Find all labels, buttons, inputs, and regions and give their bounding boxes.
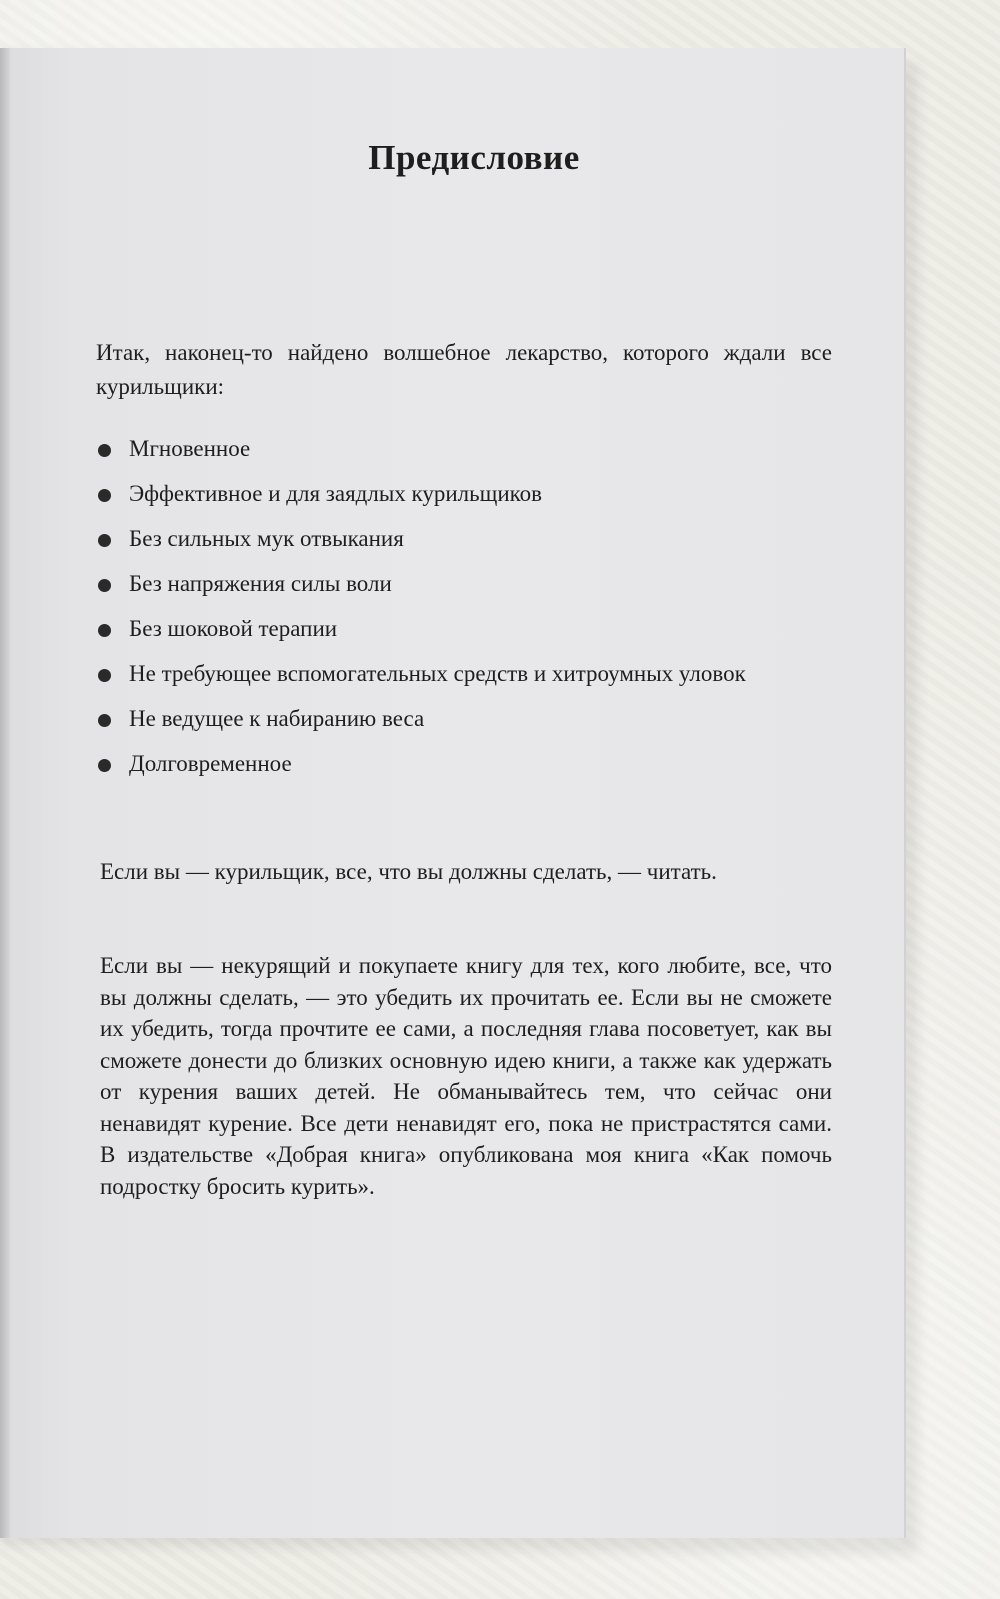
list-item-text: Мгновенное (129, 436, 251, 461)
list-item (96, 477, 832, 511)
bullet-icon (98, 669, 111, 682)
list-item-text: Без напряжения силы воли (129, 571, 392, 596)
bullet-icon (98, 624, 111, 637)
smoker-paragraph: Если вы — курильщик, все, что вы должны сделать, — читать. (100, 859, 717, 884)
bullet-icon (98, 444, 111, 457)
benefits-list (96, 432, 832, 792)
bullet-icon (98, 534, 111, 547)
bullet-icon (98, 579, 111, 592)
bullet-icon (98, 489, 111, 502)
list-item (96, 567, 832, 601)
list-item (96, 522, 832, 556)
page-title: Предисловие (368, 138, 580, 177)
list-item (96, 612, 832, 646)
list-item (96, 747, 832, 781)
non-smoker-paragraph: Если вы — некурящий и покупаете книгу для тех, кого любите, все, что вы должны сделать, — это убедить их прочитать ее. Если вы не сможете их убедить, тогда прочтите ее сами, а последняя глава посоветует, как вы сможете донести до близких основную идею книги, а также как удержать от курения ваших детей. Не обманывайтесь тем, что сейчас они ненавидят курение. Все дети ненавидят его, пока не пристрастятся сами. В издательстве «Добрая книга» опубликована моя книга «Как помочь подростку бросить курить». (100, 953, 832, 1199)
list-item-text: Не ведущее к набиранию веса (129, 706, 425, 731)
bullet-icon (98, 759, 111, 772)
list-item-text: Без сильных мук отвыкания (129, 526, 404, 551)
book-page (0, 48, 906, 1538)
bullet-icon (98, 714, 111, 727)
list-item (96, 657, 832, 691)
list-item-text: Долговременное (129, 751, 292, 776)
list-item-text: Эффективное и для заядлых курильщиков (129, 481, 543, 506)
intro-paragraph: Итак, наконец-то найдено волшебное лекарство, которого ждали все курильщики: (96, 340, 832, 399)
page-spine-edge (0, 48, 10, 1538)
list-item-text: Не требующее вспомогательных средств и хитроумных уловок (129, 661, 746, 686)
list-item (96, 432, 832, 466)
list-item (96, 702, 832, 736)
list-item-text: Без шоковой терапии (129, 616, 338, 641)
